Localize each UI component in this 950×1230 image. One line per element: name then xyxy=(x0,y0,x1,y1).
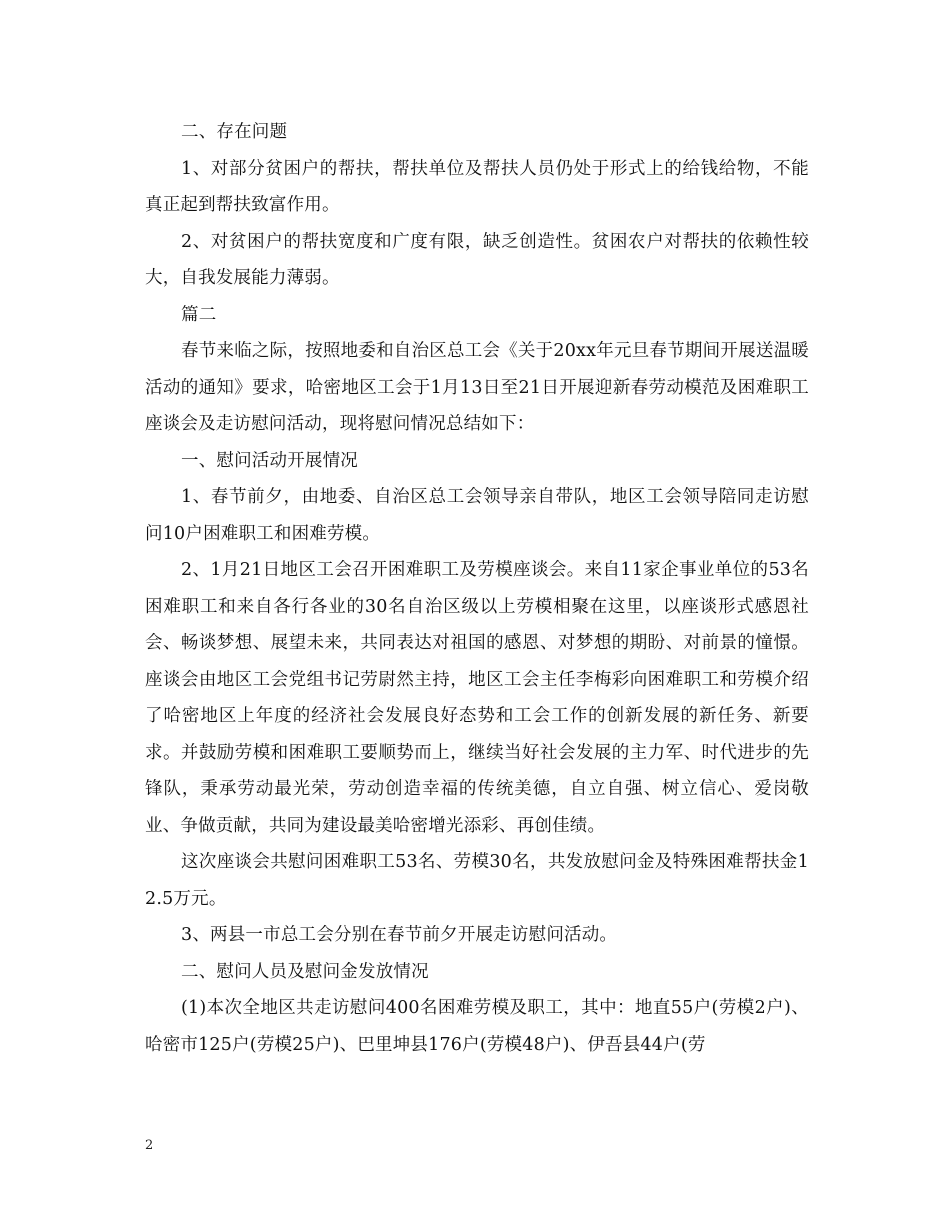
paragraph: 2、1月21日地区工会召开困难职工及劳模座谈会。来自11家企事业单位的53名困难职工和来自各行各业的30名自治区级以上劳模相聚在这里，以座谈形式感恩社会、畅谈梦想、展望未来，共同表达对祖国的感恩、对梦想的期盼、对前景的憧憬。座谈会由地区工会党组书记劳尉然主持，地区工会主任李梅彩向困难职工和劳模介绍了哈密地区上年度的经济社会发展良好态势和工会工作的创新发展的新任务、新要求。并鼓励劳模和困难职工要顺势而上，继续当好社会发展的主力军、时代进步的先锋队，秉承劳动最光荣，劳动创造幸福的传统美德，自立自强、树立信心、爱岗敬业、争做贡献，共同为建设最美哈密增光添彩、再创佳绩。 xyxy=(145,560,809,836)
paragraph: 春节来临之际，按照地委和自治区总工会《关于20xx年元旦春节期间开展送温暖活动的通知》要求，哈密地区工会于1月13日至21日开展迎新春劳动模范及困难职工座谈会及走访慰问活动，现将慰问情况总结如下： xyxy=(145,341,809,434)
section-heading-problems: 二、存在问题 xyxy=(181,122,288,142)
paragraph: 2、对贫困户的帮扶宽度和广度有限，缺乏创造性。贫困农户对帮扶的依赖性较大，自我发展能力薄弱。 xyxy=(145,231,809,288)
paragraph: 这次座谈会共慰问困难职工53名、劳模30名，共发放慰问金及特殊困难帮扶金12.5万元。 xyxy=(145,852,809,909)
paragraph: 1、春节前夕，由地委、自治区总工会领导亲自带队，地区工会领导陪同走访慰问10户困难职工和困难劳模。 xyxy=(145,487,809,544)
document-body xyxy=(145,114,809,1063)
section-heading-funds: 二、慰问人员及慰问金发放情况 xyxy=(181,961,429,982)
page-number: 2 xyxy=(145,1138,154,1153)
section-heading-activities: 一、慰问活动开展情况 xyxy=(181,450,358,471)
paragraph: 1、对部分贫困户的帮扶，帮扶单位及帮扶人员仍处于形式上的给钱给物，不能真正起到帮扶致富作用。 xyxy=(145,158,809,215)
section-heading-part-two: 篇二 xyxy=(181,304,217,325)
paragraph: 3、两县一市总工会分别在春节前夕开展走访慰问活动。 xyxy=(181,925,618,945)
paragraph: (1)本次全地区共走访慰问400名困难劳模及职工，其中：地直55户(劳模2户)、哈密市125户(劳模25户)、巴里坤县176户(劳模48户)、伊吾县44户(劳 xyxy=(145,998,809,1055)
